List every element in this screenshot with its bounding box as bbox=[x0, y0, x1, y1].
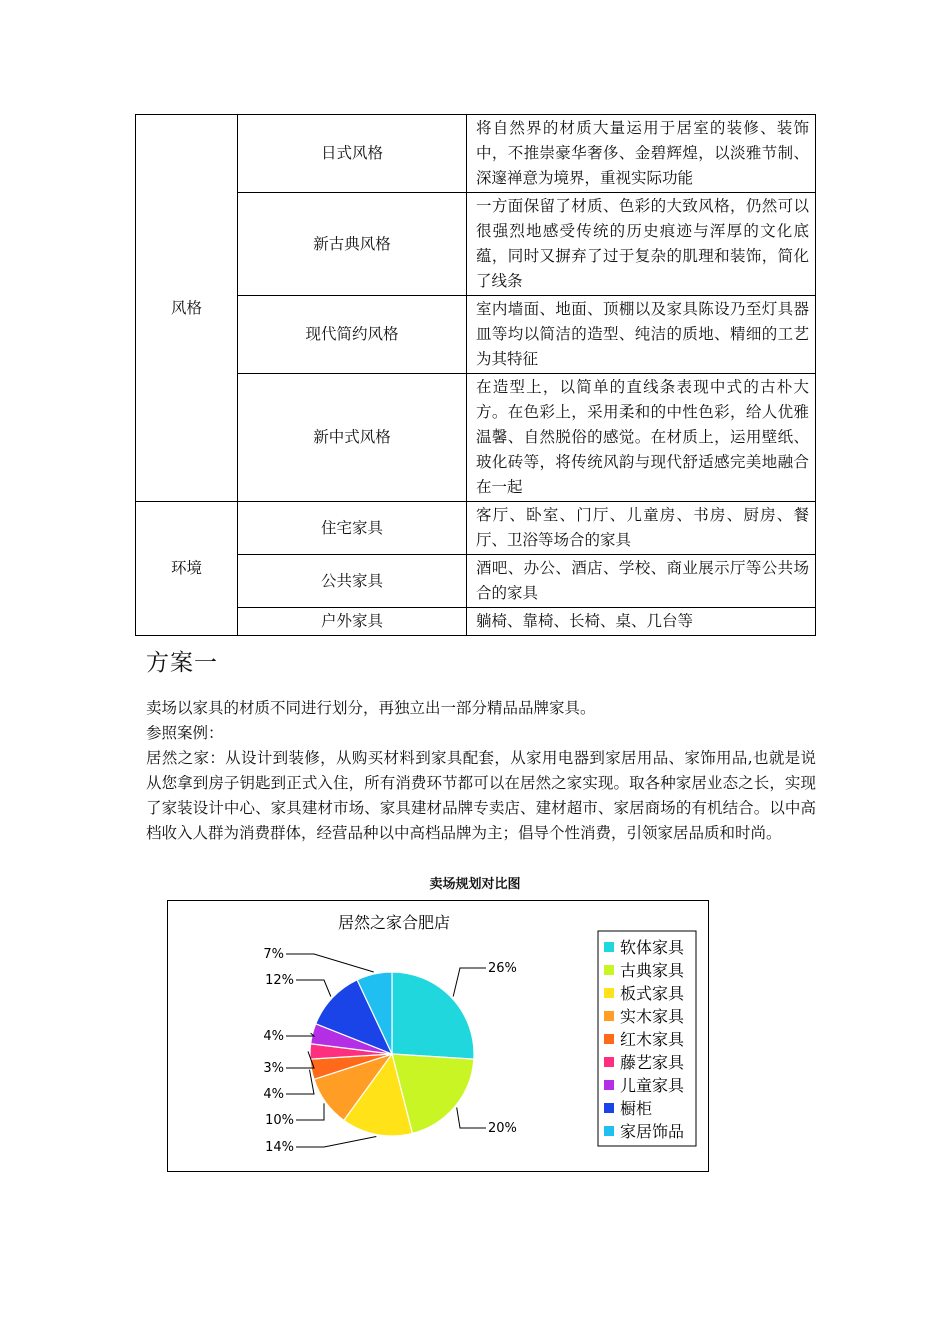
legend-item: 软体家具 bbox=[620, 938, 685, 957]
reference-label: 参照案例： bbox=[146, 724, 224, 742]
desc-cell: 一方面保留了材质、色彩的大致风格，仍然可以很强烈地感受传统的历史痕迹与浑厚的文化底蕴，同时又摒弃了过于复杂的肌理和装饰，简化了线条 bbox=[467, 193, 816, 296]
desc-cell: 客厅、卧室、门厅、儿童房、书房、厨房、餐厅、卫浴等场合的家具 bbox=[467, 502, 816, 555]
legend-item: 红木家具 bbox=[620, 1030, 685, 1049]
legend-swatch bbox=[604, 965, 614, 975]
section-title: 方案一 bbox=[146, 650, 218, 676]
intro-paragraph: 卖场以家具的材质不同进行划分，再独立出一部分精品品牌家具。 bbox=[146, 699, 596, 717]
category-cell: 环境 bbox=[136, 502, 238, 636]
leader-line bbox=[286, 1033, 314, 1036]
legend-item: 藤艺家具 bbox=[620, 1053, 685, 1072]
pie-chart-frame bbox=[167, 900, 709, 1172]
style-cell: 日式风格 bbox=[238, 115, 467, 193]
slice-label: 10% bbox=[265, 1113, 294, 1128]
legend-item: 儿童家具 bbox=[620, 1076, 685, 1095]
style-cell: 新中式风格 bbox=[238, 374, 467, 502]
slice-label: 14% bbox=[265, 1140, 294, 1155]
style-cell: 新古典风格 bbox=[238, 193, 467, 296]
desc-cell: 将自然界的材质大量运用于居室的装修、装饰中，不推崇豪华奢侈、金碧辉煌，以淡雅节制、深邃禅意为境界，重视实际功能 bbox=[467, 115, 816, 193]
leader-line bbox=[453, 968, 486, 997]
legend-swatch bbox=[604, 942, 614, 952]
legend-swatch bbox=[604, 1011, 614, 1021]
leader-line bbox=[457, 1108, 486, 1129]
legend-swatch bbox=[604, 1126, 614, 1136]
slice-label: 20% bbox=[488, 1121, 517, 1136]
desc-cell: 在造型上，以简单的直线条表现中式的古朴大方。在色彩上，采用柔和的中性色彩，给人优雅温馨、自然脱俗的感觉。在材质上，运用壁纸、玻化砖等，将传统风韵与现代舒适感完美地融合在一起 bbox=[467, 374, 816, 502]
legend-swatch bbox=[604, 1057, 614, 1067]
pie-chart bbox=[168, 901, 710, 1173]
style-cell: 户外家具 bbox=[238, 608, 467, 636]
legend-item: 古典家具 bbox=[620, 961, 685, 980]
leader-line bbox=[286, 954, 374, 972]
desc-cell: 躺椅、靠椅、长椅、桌、几台等 bbox=[467, 608, 816, 636]
style-cell: 现代简约风格 bbox=[238, 296, 467, 374]
style-cell: 公共家具 bbox=[238, 555, 467, 608]
legend-item: 家居饰品 bbox=[620, 1122, 685, 1141]
legend-item: 板式家具 bbox=[620, 984, 685, 1003]
legend-swatch bbox=[604, 1080, 614, 1090]
desc-cell: 酒吧、办公、酒店、学校、商业展示厅等公共场合的家具 bbox=[467, 555, 816, 608]
style-cell: 住宅家具 bbox=[238, 502, 467, 555]
category-cell: 风格 bbox=[136, 115, 238, 502]
legend-item: 橱柜 bbox=[620, 1099, 653, 1118]
legend-swatch bbox=[604, 988, 614, 998]
chart-caption: 卖场规划对比图 bbox=[429, 877, 521, 892]
slice-label: 12% bbox=[265, 973, 294, 988]
slice-label: 4% bbox=[263, 1029, 284, 1044]
slice-label: 7% bbox=[263, 947, 284, 962]
slice-label: 3% bbox=[263, 1061, 284, 1076]
leader-line bbox=[286, 1070, 314, 1094]
leader-line bbox=[296, 1137, 376, 1148]
desc-cell: 室内墙面、地面、顶棚以及家具陈设乃至灯具器皿等均以简洁的造型、纯洁的质地、精细的工艺为其特征 bbox=[467, 296, 816, 374]
legend-item: 实木家具 bbox=[620, 1007, 685, 1026]
pie-slice-1 bbox=[392, 972, 474, 1059]
chart-title: 居然之家合肥店 bbox=[337, 913, 451, 932]
case-paragraph: 居然之家：从设计到装修，从购买材料到家具配套，从家用电器到家居用品、家饰用品,也就是说从您拿到房子钥匙到正式入住，所有消费环节都可以在居然之家实现。取各种家居业态之长，实现了家装设计中心、家具建材市场、家具建材品牌专卖店、建材超市、家居商场的有机结合。以中高档收入人群为消费群体，经营品种以中高档品牌为主；倡导个性消费，引领家居品质和时尚。 bbox=[146, 749, 816, 842]
legend-swatch bbox=[604, 1103, 614, 1113]
leader-line bbox=[296, 1103, 324, 1120]
slice-label: 4% bbox=[263, 1087, 284, 1102]
leader-line bbox=[296, 980, 331, 997]
slice-label: 26% bbox=[488, 961, 517, 976]
legend-swatch bbox=[604, 1034, 614, 1044]
classification-table bbox=[135, 114, 816, 636]
